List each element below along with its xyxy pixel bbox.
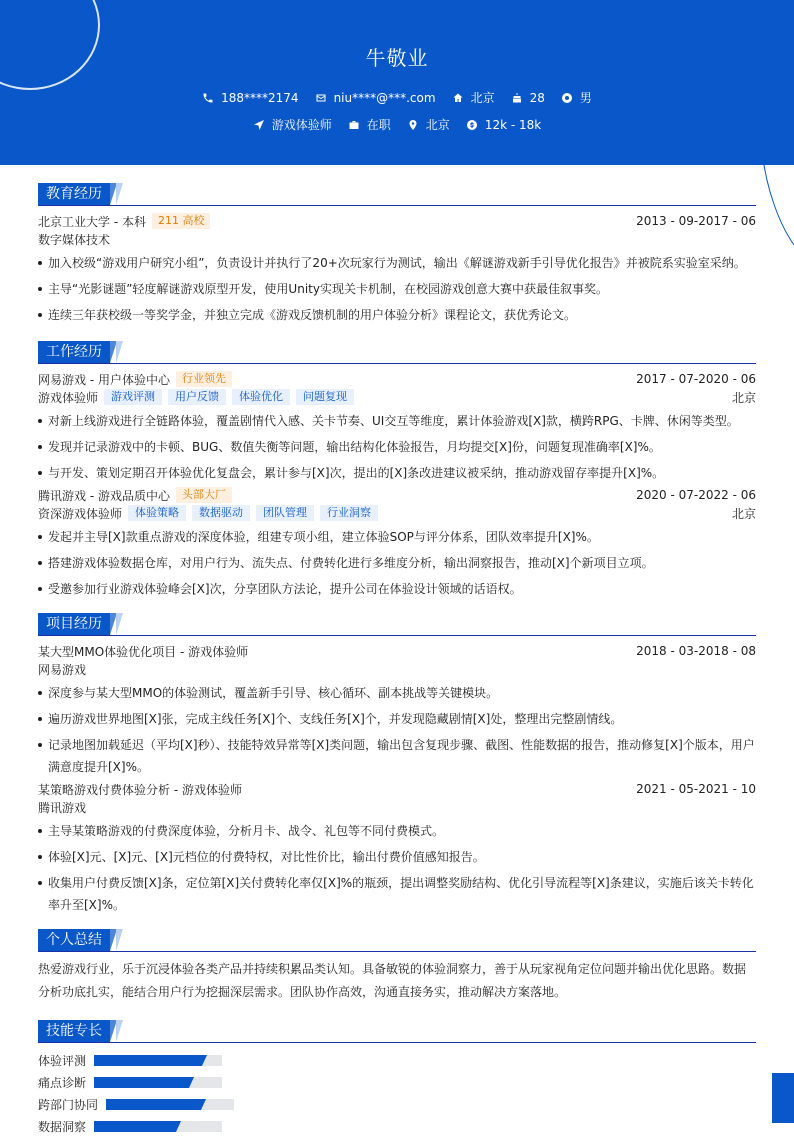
project-name: 某策略游戏付费体验分析 - 游戏体验师 <box>38 782 242 797</box>
skill-tag: 体验策略 <box>128 505 186 521</box>
phone-item <box>202 91 298 105</box>
project-date: 2018 - 03-2018 - 08 <box>636 644 756 658</box>
job-role-row <box>38 504 756 522</box>
skills-section <box>38 1020 756 1137</box>
skill-tag: 数据驱动 <box>192 505 250 521</box>
skill-tag: 体验优化 <box>232 389 290 405</box>
job-date: 2020 - 07-2022 - 06 <box>636 488 756 502</box>
project-org-row <box>38 798 756 816</box>
skill-tag: 团队管理 <box>256 505 314 521</box>
education-date: 2013 - 09-2017 - 06 <box>636 214 756 228</box>
projects-section-header <box>38 613 756 636</box>
email-icon <box>315 92 327 104</box>
job-bullets <box>38 526 756 600</box>
city-text: 北京 <box>470 91 495 105</box>
job-intent-text: 游戏体验师 <box>271 118 332 132</box>
project-org-row <box>38 660 756 678</box>
education-bullets <box>38 252 756 326</box>
skill-item <box>38 1093 399 1115</box>
skills-section-header <box>38 1020 756 1043</box>
skill-bar-fill <box>94 1077 189 1088</box>
send-icon <box>253 119 265 131</box>
skill-bar <box>94 1121 222 1132</box>
project-org: 腾讯游戏 <box>38 800 87 815</box>
briefcase-icon <box>348 119 360 131</box>
company-line: 网易游戏 - 用户体验中心 <box>38 372 170 387</box>
section-title: 项目经历 <box>38 613 110 635</box>
gender-icon <box>561 92 573 104</box>
title-ribbon-shape <box>116 341 123 363</box>
job-city: 北京 <box>731 390 756 405</box>
skill-item <box>38 1049 399 1071</box>
project-bullets <box>38 682 756 778</box>
project-org: 网易游戏 <box>38 662 87 677</box>
job-date: 2017 - 07-2020 - 06 <box>636 372 756 386</box>
age-text: 28 <box>529 90 545 105</box>
project-entry-head <box>38 642 756 660</box>
project-date: 2021 - 05-2021 - 10 <box>636 782 756 796</box>
list-item: 遍历游戏世界地图[X]张，完成主线任务[X]个、支线任务[X]个，并发现隐藏剧情[X]处，整理出完整剧情线。 <box>38 708 756 730</box>
section-title: 工作经历 <box>38 341 110 363</box>
section-title: 技能专长 <box>38 1020 110 1042</box>
work-section <box>38 341 756 600</box>
skill-tag: 行业洞察 <box>320 505 378 521</box>
job-role: 资深游戏体验师 <box>38 506 123 521</box>
list-item: 记录地图加载延迟（平均[X]秒）、技能特效异常等[X]类问题，输出包含复现步骤、截图、性能数据的报告，推动修复[X]个版本，用户满意度提升[X]%。 <box>38 734 756 778</box>
candidate-name: 牛敬业 <box>365 46 429 70</box>
job-city: 北京 <box>731 506 756 521</box>
company-line: 腾讯游戏 - 游戏品质中心 <box>38 488 170 503</box>
location-pin-icon <box>407 119 419 131</box>
salary-item <box>466 118 541 132</box>
skill-bar <box>106 1099 234 1110</box>
title-ribbon-shape <box>116 183 123 205</box>
skill-tag: 用户反馈 <box>168 389 226 405</box>
skill-label: 痛点诊断 <box>38 1075 87 1090</box>
work-section-header <box>38 341 756 364</box>
company-tag: 行业领先 <box>176 371 232 387</box>
major: 数字媒体技术 <box>38 232 111 247</box>
education-major-row <box>38 230 756 248</box>
email-text: niu****@***.com <box>333 90 436 105</box>
list-item: 主导某策略游戏的付费深度体验，分析月卡、战令、礼包等不同付费模式。 <box>38 820 756 842</box>
phone-icon <box>202 92 214 104</box>
job-intent-item <box>253 116 332 133</box>
skill-bar-fill <box>94 1055 202 1066</box>
school-line: 北京工业大学 - 本科 <box>38 214 146 229</box>
home-icon <box>452 92 464 104</box>
title-ribbon-shape <box>116 929 123 951</box>
status-text: 在职 <box>366 118 391 132</box>
list-item: 连续三年获校级一等奖学金，并独立完成《游戏反馈机制的用户体验分析》课程论文，获优秀论文。 <box>38 304 756 326</box>
education-entry-head <box>38 212 756 230</box>
company-tag: 头部大厂 <box>176 487 232 503</box>
summary-section <box>38 929 756 1004</box>
intent-city-item <box>407 116 450 133</box>
skill-item <box>38 1071 399 1093</box>
list-item: 收集用户付费反馈[X]条，定位第[X]关付费转化率仅[X]%的瓶颈，提出调整奖励结构、优化引导流程等[X]条建议，实施后该关卡转化率升至[X]%。 <box>38 872 756 916</box>
status-item <box>348 116 391 133</box>
email-item <box>315 91 436 105</box>
project-bullets <box>38 820 756 916</box>
age-item <box>511 91 545 105</box>
skill-item <box>38 1115 399 1137</box>
school-tag: 211 高校 <box>152 213 211 229</box>
skill-bar-fill <box>106 1099 201 1110</box>
phone-text: 188****2174 <box>221 90 299 105</box>
skill-label: 跨部门协同 <box>38 1097 99 1112</box>
section-title: 个人总结 <box>38 929 110 951</box>
summary-text: 热爱游戏行业，乐于沉浸体验各类产品并持续积累品类认知。具备敏锐的体验洞察力，善于从玩家视角定位问题并输出优化思路。数据分析功底扎实，能结合用户行为挖掘深层需求。团队协作高效，沟通直接务实，推动解决方案落地。 <box>38 962 747 999</box>
gender-text: 男 <box>579 91 592 105</box>
decorative-corner-block <box>772 1073 794 1123</box>
skill-bar <box>94 1077 222 1088</box>
summary-section-header <box>38 929 756 952</box>
skill-label: 体验评测 <box>38 1053 87 1068</box>
job-role: 游戏体验师 <box>38 390 99 405</box>
project-name: 某大型MMO体验优化项目 - 游戏体验师 <box>38 644 249 659</box>
salary-text: 12k - 18k <box>484 117 542 132</box>
birthday-cake-icon <box>511 92 523 104</box>
section-title: 教育经历 <box>38 183 110 205</box>
job-entry-head <box>38 486 756 504</box>
contact-info-row <box>0 89 794 106</box>
list-item: 深度参与某大型MMO的体验测试，覆盖新手引导、核心循环、副本挑战等关键模块。 <box>38 682 756 704</box>
gender-item <box>561 89 592 106</box>
projects-section <box>38 613 756 916</box>
job-role-row <box>38 388 756 406</box>
city-item <box>452 89 495 106</box>
title-ribbon-shape <box>116 613 123 635</box>
money-icon <box>466 119 478 131</box>
list-item: 搭建游戏体验数据仓库，对用户行为、流失点、付费转化进行多维度分析，输出洞察报告，推动[X]个新项目立项。 <box>38 552 756 574</box>
list-item: 发起并主导[X]款重点游戏的深度体验，组建专项小组，建立体验SOP与评分体系，团队效率提升[X]%。 <box>38 526 756 548</box>
list-item: 主导“光影谜题”轻度解谜游戏原型开发，使用Unity实现关卡机制，在校园游戏创意大赛中获最佳叙事奖。 <box>38 278 756 300</box>
skill-label: 数据洞察 <box>38 1119 87 1134</box>
resume-header <box>0 0 794 165</box>
job-entry-head <box>38 370 756 388</box>
list-item: 发现并记录游戏中的卡顿、BUG、数值失衡等问题，输出结构化体验报告，月均提交[X]份，问题复现准确率[X]%。 <box>38 436 756 458</box>
list-item: 与开发、策划定期召开体验优化复盘会，累计参与[X]次，提出的[X]条改进建议被采纳，推动游戏留存率提升[X]%。 <box>38 462 756 484</box>
intent-info-row <box>0 116 794 133</box>
title-ribbon-shape <box>116 1020 123 1042</box>
intent-city-text: 北京 <box>425 118 450 132</box>
list-item: 加入校级“游戏用户研究小组”，负责设计并执行了20+次玩家行为测试，输出《解谜游戏新手引导优化报告》并被院系实验室采纳。 <box>38 252 756 274</box>
skill-tag: 游戏评测 <box>104 389 162 405</box>
skills-grid <box>38 1049 756 1137</box>
list-item: 体验[X]元、[X]元、[X]元档位的付费特权，对比性价比，输出付费价值感知报告。 <box>38 846 756 868</box>
list-item: 对新上线游戏进行全链路体验，覆盖剧情代入感、关卡节奏、UI交互等维度，累计体验游戏[X]款，横跨RPG、卡牌、休闲等类型。 <box>38 410 756 432</box>
education-section <box>38 183 756 326</box>
job-bullets <box>38 410 756 484</box>
skill-tag: 问题复现 <box>296 389 354 405</box>
project-entry-head <box>38 780 756 798</box>
skill-bar-fill <box>94 1121 176 1132</box>
education-section-header <box>38 183 756 206</box>
skill-bar <box>94 1055 222 1066</box>
list-item: 受邀参加行业游戏体验峰会[X]次，分享团队方法论，提升公司在体验设计领域的话语权。 <box>38 578 756 600</box>
